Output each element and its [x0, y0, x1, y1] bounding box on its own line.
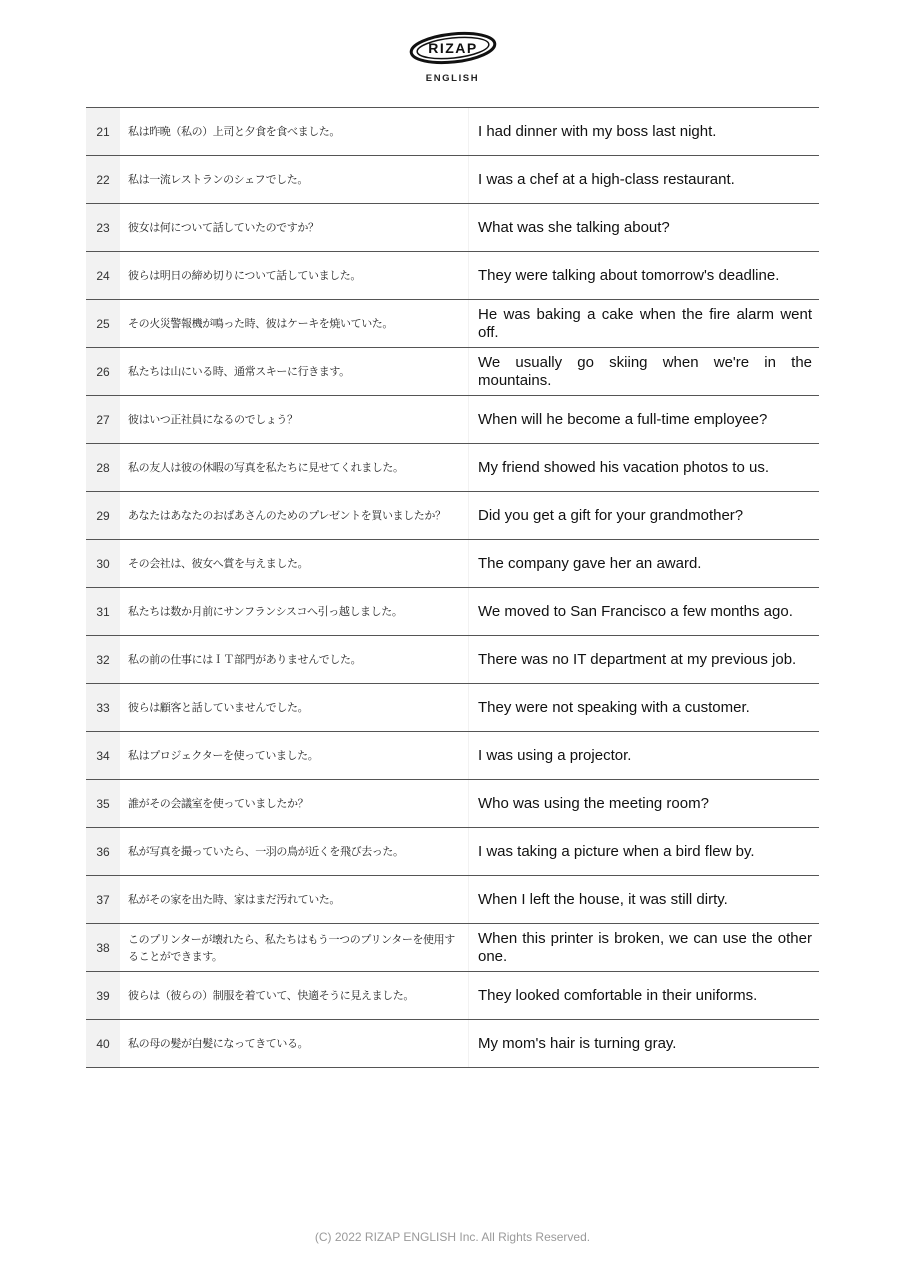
- english-sentence-cell: [469, 252, 819, 299]
- table-row: [86, 780, 819, 828]
- japanese-sentence: 私はプロジェクターを使っていました。: [128, 749, 319, 762]
- english-sentence-cell: [469, 780, 819, 827]
- english-sentence: When I left the house, it was still dirty.: [478, 890, 728, 908]
- english-sentence-cell: [469, 204, 819, 251]
- english-sentence: They were not speaking with a customer.: [478, 698, 750, 716]
- english-sentence: When will he become a full-time employee?: [478, 410, 768, 428]
- japanese-sentence: 彼らは顧客と話していませんでした。: [128, 701, 309, 714]
- row-number: 32: [86, 636, 120, 683]
- copyright-footer: (C) 2022 RIZAP ENGLISH Inc. All Rights Reserved.: [314, 1230, 591, 1244]
- row-number: 28: [86, 444, 120, 491]
- japanese-sentence: あなたはあなたのおばあさんのためのプレゼントを買いましたか？: [128, 509, 446, 522]
- row-number: 27: [86, 396, 120, 443]
- japanese-sentence: 私の前の仕事にはＩＴ部門がありませんでした。: [128, 653, 362, 666]
- english-sentence: I had dinner with my boss last night.: [478, 122, 717, 140]
- english-sentence: The company gave her an award.: [478, 554, 702, 572]
- japanese-sentence: 彼はいつ正社員になるのでしょう？: [128, 413, 298, 426]
- japanese-sentence: 誰がその会議室を使っていましたか？: [128, 797, 309, 810]
- table-row: [86, 924, 819, 972]
- sentence-table: [86, 107, 819, 1068]
- row-number: 31: [86, 588, 120, 635]
- japanese-sentence: その火災警報機が鳴った時、彼はケーキを焼いていた。: [128, 317, 393, 330]
- english-sentence: Did you get a gift for your grandmother?: [478, 506, 744, 524]
- table-row: [86, 492, 819, 540]
- english-sentence: There was no IT department at my previous job.: [478, 650, 797, 668]
- row-number: 39: [86, 972, 120, 1019]
- table-row: [86, 540, 819, 588]
- english-sentence-cell: [469, 828, 819, 875]
- english-sentence-cell: [469, 732, 819, 779]
- english-sentence: They were talking about tomorrow's deadline.: [478, 266, 780, 284]
- english-sentence: They looked comfortable in their uniforms.: [478, 986, 758, 1004]
- english-sentence-cell: [469, 876, 819, 923]
- logo-subtext: ENGLISH: [425, 73, 480, 84]
- english-sentence: We moved to San Francisco a few months ago.: [478, 602, 793, 620]
- japanese-sentence: 私は昨晩（私の）上司と夕食を食べました。: [128, 125, 340, 138]
- table-row: [86, 204, 819, 252]
- row-number: 36: [86, 828, 120, 875]
- english-sentence: I was a chef at a high-class restaurant.: [478, 170, 735, 188]
- row-number: 38: [86, 924, 120, 971]
- english-sentence-cell: [469, 540, 819, 587]
- table-row: [86, 732, 819, 780]
- english-sentence: My friend showed his vacation photos to us.: [478, 458, 769, 476]
- english-sentence: What was she talking about?: [478, 218, 670, 236]
- table-row: [86, 156, 819, 204]
- rizap-logo-mark: [407, 26, 499, 70]
- japanese-sentence: 私は一流レストランのシェフでした。: [128, 173, 308, 186]
- english-sentence-cell: [469, 444, 819, 491]
- row-number: 26: [86, 348, 120, 395]
- table-row: [86, 444, 819, 492]
- row-number: 34: [86, 732, 120, 779]
- row-number: 21: [86, 108, 120, 155]
- japanese-sentence: 彼女は何について話していたのですか？: [128, 221, 319, 234]
- japanese-sentence: その会社は、彼女へ賞を与えました。: [128, 557, 309, 570]
- table-row: [86, 1020, 819, 1068]
- table-row: [86, 108, 819, 156]
- table-row: [86, 396, 819, 444]
- japanese-sentence: 私たちは数か月前にサンフランシスコへ引っ越しました。: [128, 605, 403, 618]
- table-row: [86, 828, 819, 876]
- english-sentence-cell: [469, 348, 819, 395]
- japanese-sentence: 私が写真を撮っていたら、一羽の鳥が近くを飛び去った。: [128, 845, 404, 858]
- english-sentence: We usually go skiing when we're in the mountains.: [478, 353, 812, 389]
- row-number: 40: [86, 1020, 120, 1067]
- english-sentence: I was taking a picture when a bird flew by.: [478, 842, 755, 860]
- logo-text: RIZAP: [427, 40, 478, 56]
- table-row: [86, 972, 819, 1020]
- table-row: [86, 588, 819, 636]
- table-row: [86, 252, 819, 300]
- row-number: 35: [86, 780, 120, 827]
- english-sentence: My mom's hair is turning gray.: [478, 1034, 677, 1052]
- row-number: 23: [86, 204, 120, 251]
- table-row: [86, 876, 819, 924]
- japanese-sentence: このプリンターが壊れたら、私たちはもう一つのプリンターを使用することができます。: [128, 932, 455, 963]
- row-number: 24: [86, 252, 120, 299]
- japanese-sentence: 彼らは明日の締め切りについて話していました。: [128, 269, 361, 282]
- english-sentence: He was baking a cake when the fire alarm went off.: [478, 305, 812, 341]
- english-sentence: When this printer is broken, we can use the other one.: [478, 929, 812, 965]
- table-row: [86, 684, 819, 732]
- japanese-sentence: 私の友人は彼の休暇の写真を私たちに見せてくれました。: [128, 461, 404, 474]
- english-sentence-cell: [469, 684, 819, 731]
- english-sentence: I was using a projector.: [478, 746, 632, 764]
- english-sentence-cell: [469, 1020, 819, 1067]
- english-sentence: Who was using the meeting room?: [478, 794, 709, 812]
- english-sentence-cell: [469, 636, 819, 683]
- english-sentence-cell: [469, 300, 819, 347]
- english-sentence-cell: [469, 108, 819, 155]
- table-row: [86, 348, 819, 396]
- row-number: 37: [86, 876, 120, 923]
- english-sentence-cell: [469, 156, 819, 203]
- brand-logo: [0, 26, 905, 84]
- english-sentence-cell: [469, 588, 819, 635]
- row-number: 30: [86, 540, 120, 587]
- japanese-sentence: 彼らは（彼らの）制服を着ていて、快適そうに見えました。: [128, 989, 414, 1002]
- japanese-sentence: 私たちは山にいる時、通常スキーに行きます。: [128, 365, 350, 378]
- row-number: 33: [86, 684, 120, 731]
- row-number: 25: [86, 300, 120, 347]
- table-row: [86, 300, 819, 348]
- japanese-sentence: 私がその家を出た時、家はまだ汚れていた。: [128, 893, 340, 906]
- english-sentence-cell: [469, 396, 819, 443]
- table-row: [86, 636, 819, 684]
- row-number: 29: [86, 492, 120, 539]
- english-sentence-cell: [469, 972, 819, 1019]
- english-sentence-cell: [469, 924, 819, 971]
- japanese-sentence: 私の母の髪が白髪になってきている。: [128, 1037, 309, 1050]
- row-number: 22: [86, 156, 120, 203]
- english-sentence-cell: [469, 492, 819, 539]
